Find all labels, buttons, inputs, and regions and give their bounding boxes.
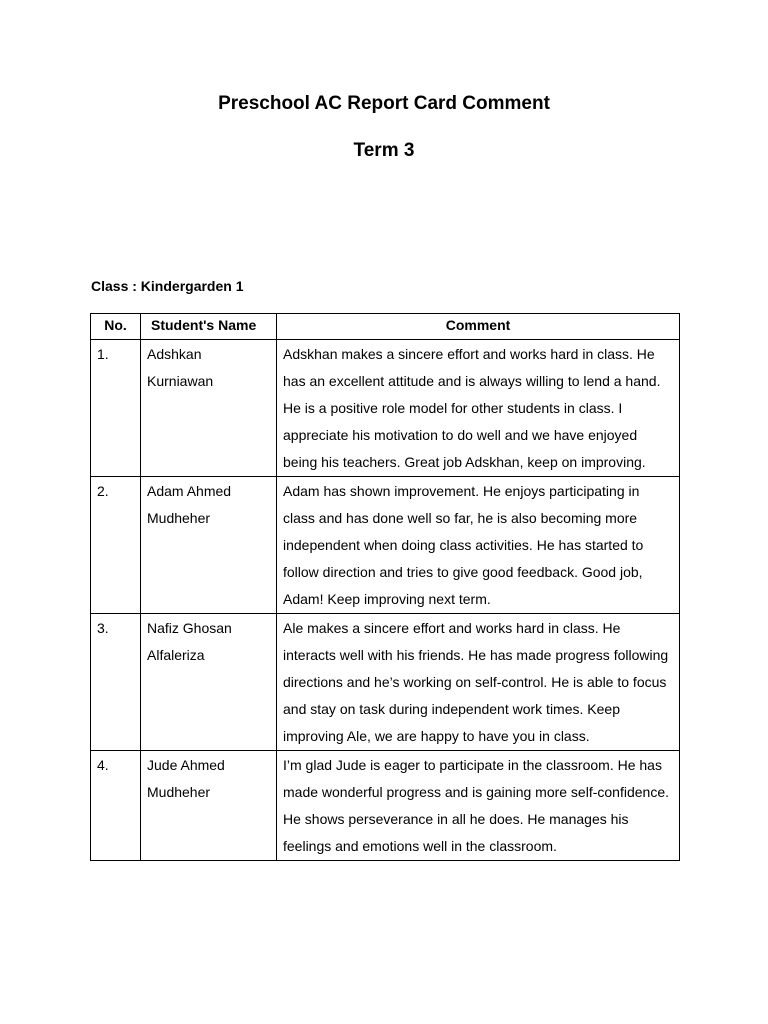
student-name: Adam Ahmed Mudheher	[141, 477, 277, 614]
header-comment: Comment	[277, 314, 680, 340]
header-student-name: Student's Name	[141, 314, 277, 340]
row-number: 2.	[91, 477, 141, 614]
student-name: Adshkan Kurniawan	[141, 340, 277, 477]
student-comment: Ale makes a sincere effort and works hard in class. He interacts well with his friends. He has made progress following directions and he’s working on self-control. He is able to focus and stay on task during independent work times. Keep improving Ale, we are happy to have you in class.	[277, 614, 680, 751]
row-number: 3.	[91, 614, 141, 751]
header-no: No.	[91, 314, 141, 340]
student-comment: Adam has shown improvement. He enjoys participating in class and has done well so far, he is also becoming more independent when doing class activities. He has started to follow direction and tries to give good feedback. Good job, Adam! Keep improving next term.	[277, 477, 680, 614]
report-table	[90, 313, 680, 861]
table-row	[91, 614, 680, 751]
row-number: 4.	[91, 751, 141, 861]
student-name: Nafiz Ghosan Alfaleriza	[141, 614, 277, 751]
student-comment: Adskhan makes a sincere effort and works hard in class. He has an excellent attitude and is always willing to lend a hand. He is a positive role model for other students in class. I appreciate his motivation to do well and we have enjoyed being his teachers. Great job Adskhan, keep on improving.	[277, 340, 680, 477]
row-number: 1.	[91, 340, 141, 477]
table-header-row	[91, 314, 680, 340]
table-row	[91, 477, 680, 614]
table-row	[91, 751, 680, 861]
table-row	[91, 340, 680, 477]
document-subtitle: Term 3	[353, 140, 415, 161]
class-label: Class : Kindergarden 1	[91, 278, 244, 294]
student-name: Jude Ahmed Mudheher	[141, 751, 277, 861]
document-title: Preschool AC Report Card Comment	[218, 93, 550, 114]
student-comment: I’m glad Jude is eager to participate in the classroom. He has made wonderful progress and is gaining more self-confidence. He shows perseverance in all he does. He manages his feelings and emotions well in the classroom.	[277, 751, 680, 861]
